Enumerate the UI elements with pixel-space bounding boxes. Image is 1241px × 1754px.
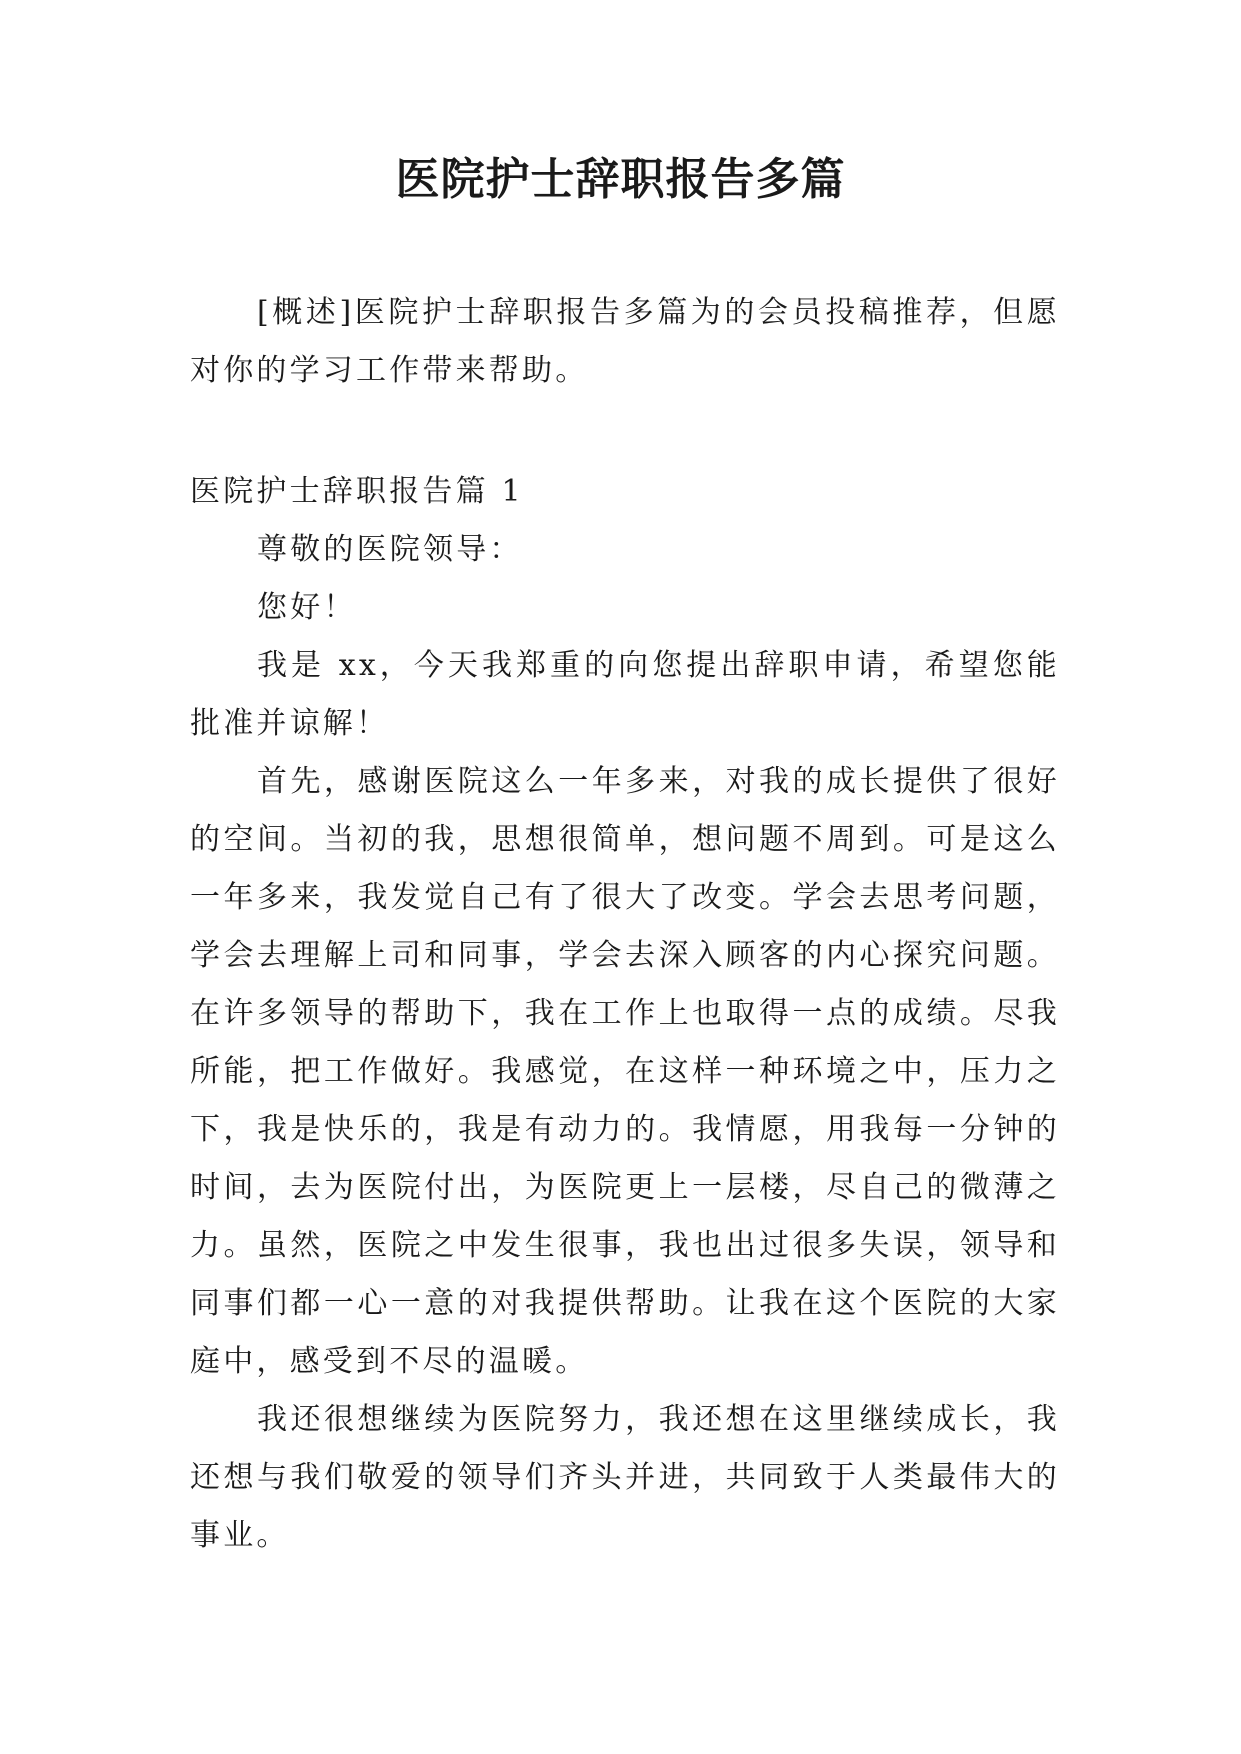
body-paragraph: 首先，感谢医院这么一年多来，对我的成长提供了很好的空间。当初的我，思想很简单，想问题不周到。可是这么一年多来，我发觉自己有了很大了改变。学会去思考问题，学会去理解上司和同事，学会去深入顾客的内心探究问题。在许多领导的帮助下，我在工作上也取得一点的成绩。尽我所能，把工作做好。我感觉，在这样一种环境之中，压力之下，我是快乐的，我是有动力的。我情愿，用我每一分钟的时间，去为医院付出，为医院更上一层楼，尽自己的微薄之力。虽然，医院之中发生很事，我也出过很多失误，领导和同事们都一心一意的对我提供帮助。让我在这个医院的大家庭中，感受到不尽的温暖。 (190, 764, 1060, 1379)
salutation: 尊敬的医院领导： (257, 532, 523, 567)
body-paragraph: 我是 xx，今天我郑重的向您提出辞职申请，希望您能批准并谅解！ (190, 648, 1060, 741)
summary-block (190, 284, 1060, 400)
main-content (190, 463, 1060, 1565)
summary-paragraph: [概述]医院护士辞职报告多篇为的会员投稿推荐，但愿对你的学习工作带来帮助。 (190, 295, 1060, 388)
body-paragraph: 我还很想继续为医院努力，我还想在这里继续成长，我还想与我们敬爱的领导们齐头并进，共同致于人类最伟大的事业。 (190, 1402, 1060, 1553)
greeting: 您好！ (257, 590, 357, 625)
document-title: 医院护士辞职报告多篇 (395, 154, 846, 205)
section-heading: 医院护士辞职报告篇 1 (190, 474, 524, 509)
